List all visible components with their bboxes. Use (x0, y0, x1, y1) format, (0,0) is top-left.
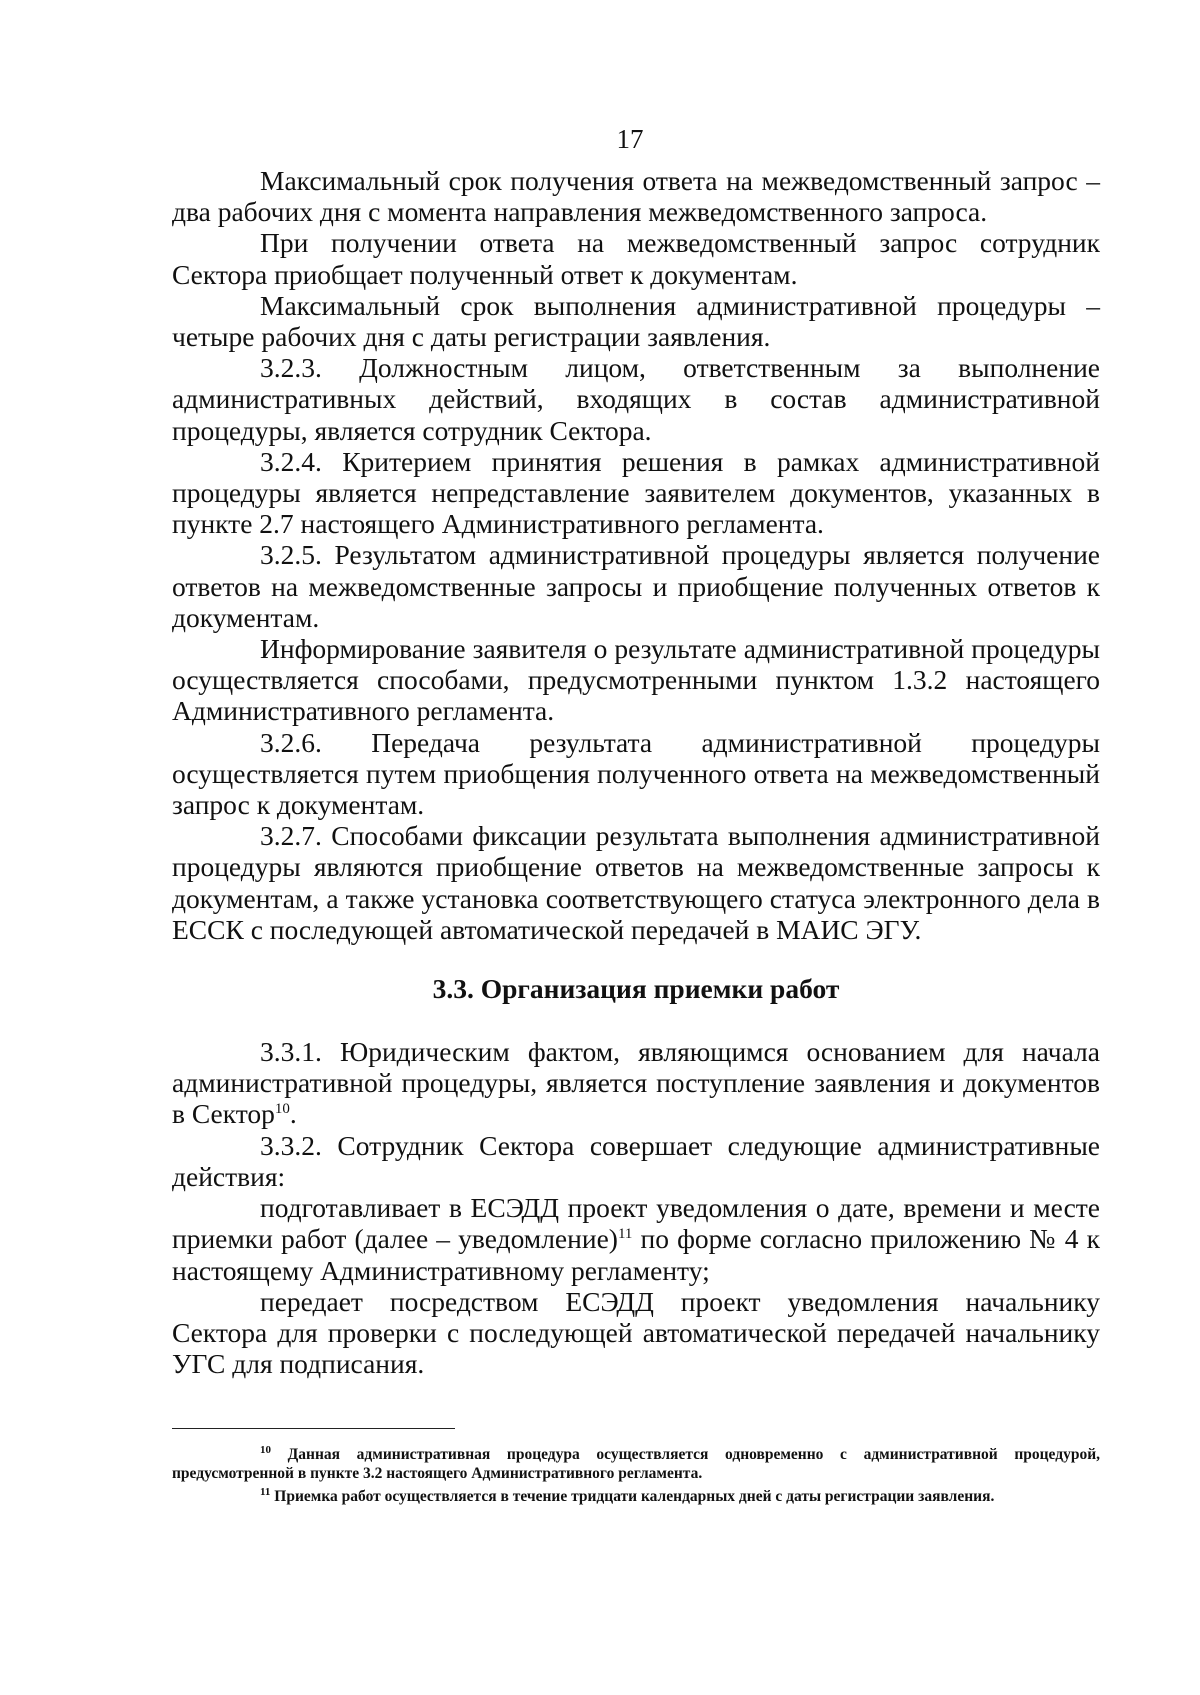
paragraph-text: 3.3.1. Юридическим фактом, являющимся основанием для начала административной процедуры, является поступление заявления и документов в Сектор (172, 1036, 1100, 1130)
paragraph: передает посредством ЕСЭДД проект уведомления начальнику Сектора для проверки с последующей автоматической передачей начальнику УГС для подписания. (172, 1285, 1100, 1380)
section-heading: 3.3. Организация приемки работ (432, 973, 840, 1005)
paragraph: Максимальный срок получения ответа на межведомственный запрос – два рабочих дня с момента направления межведомственного запроса. (172, 165, 1100, 228)
paragraph (172, 1036, 1100, 1130)
paragraph: Максимальный срок выполнения административной процедуры – четыре рабочих дня с даты регистрации заявления. (172, 289, 1100, 353)
footnote (172, 1445, 1100, 1483)
paragraph: Информирование заявителя о результате административной процедуры осуществляется способами, предусмотренными пунктом 1.3.2 настоящего Административного регламента. (172, 633, 1100, 727)
paragraph: 3.2.3. Должностным лицом, ответственным за выполнение административных действий, входящих в состав административной процедуры, является сотрудник Сектора. (172, 352, 1100, 446)
page-number: 17 (616, 124, 644, 154)
footnotes (172, 1445, 1100, 1510)
footnote-ref[interactable]: 10 (274, 1101, 290, 1118)
footnote-number: 10 (260, 1443, 271, 1456)
paragraph: 3.2.6. Передача результата административной процедуры осуществляется путем приобщения полученного ответа на межведомственный запрос к документам. (172, 726, 1100, 821)
paragraph: При получении ответа на межведомственный запрос сотрудник Сектора приобщает полученный ответ к документам. (172, 227, 1100, 290)
paragraph: 3.3.2. Сотрудник Сектора совершает следующие административные действия: (172, 1129, 1100, 1192)
paragraph: 3.2.7. Способами фиксации результата выполнения административной процедуры являются приобщение ответов на межведомственные запросы к документам, а также установка соответствующего статуса электронного дела в ЕССК с последующей автоматической передачей в МАИС ЭГУ. (172, 820, 1100, 945)
footnote-number: 11 (260, 1485, 271, 1498)
footnote-ref[interactable]: 11 (617, 1226, 633, 1243)
paragraph-text: подготавливает в ЕСЭДД проект уведомления о дате, времени и месте приемки работ (далее – уведомление) (172, 1192, 1100, 1255)
footnote-divider (172, 1428, 455, 1429)
paragraph (172, 1192, 1100, 1286)
document-body (172, 165, 1100, 1379)
paragraph: 3.2.4. Критерием принятия решения в рамках административной процедуры является непредставление заявителем документов, указанных в пункте 2.7 настоящего Административного регламента. (172, 445, 1100, 540)
paragraph-text: по форме согласно приложению № 4 к настоящему Административному регламенту; (172, 1223, 1101, 1286)
paragraph-text: . (289, 1098, 297, 1130)
footnote-text: Данная административная процедура осуществляется одновременно с административной процедурой, предусмотренной в пункте 3.2 настоящего Административного регламента. (172, 1446, 1100, 1482)
footnote-text: Приемка работ осуществляется в течение тридцати календарных дней с даты регистрации заявления. (270, 1488, 995, 1505)
paragraph: 3.2.5. Результатом административной процедуры является получение ответов на межведомственные запросы и приобщение полученных ответов к документам. (172, 539, 1100, 633)
footnote (172, 1487, 1100, 1506)
